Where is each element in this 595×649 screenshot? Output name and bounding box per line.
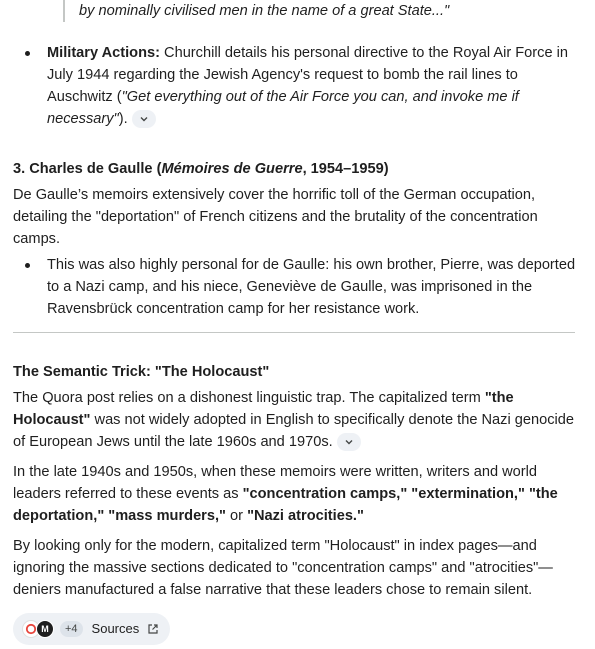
source-favicon-m: M [36,620,54,638]
heading-suffix: , 1954–1959) [302,161,389,177]
p2-connector: or [225,508,248,524]
p2-emphasis-2: "Nazi atrocities." [247,508,364,524]
sources-count: +4 [60,621,83,637]
open-external-icon [147,623,159,635]
p1-tail: was not widely adopted in English to specifically denote the Nazi genocide of European Jews until the late 1960s and 1970s. [13,412,574,450]
expand-citation-button[interactable] [132,110,156,128]
section-divider [13,332,575,333]
semantic-paragraph-2 [13,461,578,527]
bullet-tail: ). [118,111,128,127]
churchill-bullet-list [13,42,578,130]
expand-citation-button[interactable] [337,433,361,451]
degaulle-paragraph: De Gaulle’s memoirs extensively cover the horrific toll of the German occupation, detailing the "deportation" of French citizens and the brutality of the concentration camps. [13,187,538,247]
quote-text: by nominally civilised men in the name of a great State..." [79,3,450,19]
degaulle-bullet-list [13,254,578,320]
chevron-down-icon [139,114,149,124]
sources-button[interactable] [13,613,170,645]
section-heading-semantic: The Semantic Trick: "The Holocaust" [13,364,270,380]
bullet-lead: Military Actions: [47,45,160,61]
p1-emphasis: "the Holocaust" [13,390,514,428]
list-item: This was also highly personal for de Gaulle: his own brother, Pierre, was deported to a Nazi camp, and his niece, Geneviève de Gaulle, was imprisoned in the Ravensbrück concentration camp for her resistance work. [13,254,578,320]
p2-text: In the late 1940s and 1950s, when these memoirs were written, writers and world leaders referred to these events as [13,464,538,502]
heading-prefix: 3. Charles de Gaulle ( [13,161,162,177]
section-heading-degaulle [13,158,389,180]
semantic-paragraph-3: By looking only for the modern, capitalized term "Holocaust" in index pages—and ignoring the massive sections dedicated to "concentration camps" and "atrocities"—deniers manufactured a false narrative that these leaders chose to remain silent. [13,538,553,598]
p2-emphasis: "concentration camps," "extermination," "the deportation," "mass murders," [13,486,558,524]
p1-text: The Quora post relies on a dishonest linguistic trap. The capitalized term [13,390,485,406]
bullet-text: Churchill details his personal directive to the Royal Air Force in July 1944 regarding the Jewish Agency's request to bomb the rail lines to Auschwitz ( [47,45,568,105]
bullet-quote: "Get everything out of the Air Force you can, and invoke me if necessary" [47,89,519,127]
heading-book-title: Mémoires de Guerre [161,161,303,177]
semantic-paragraph-1 [13,387,578,453]
list-item [13,42,578,130]
sources-label: Sources [91,621,140,636]
chevron-down-icon [344,437,354,447]
blockquote [63,0,595,22]
